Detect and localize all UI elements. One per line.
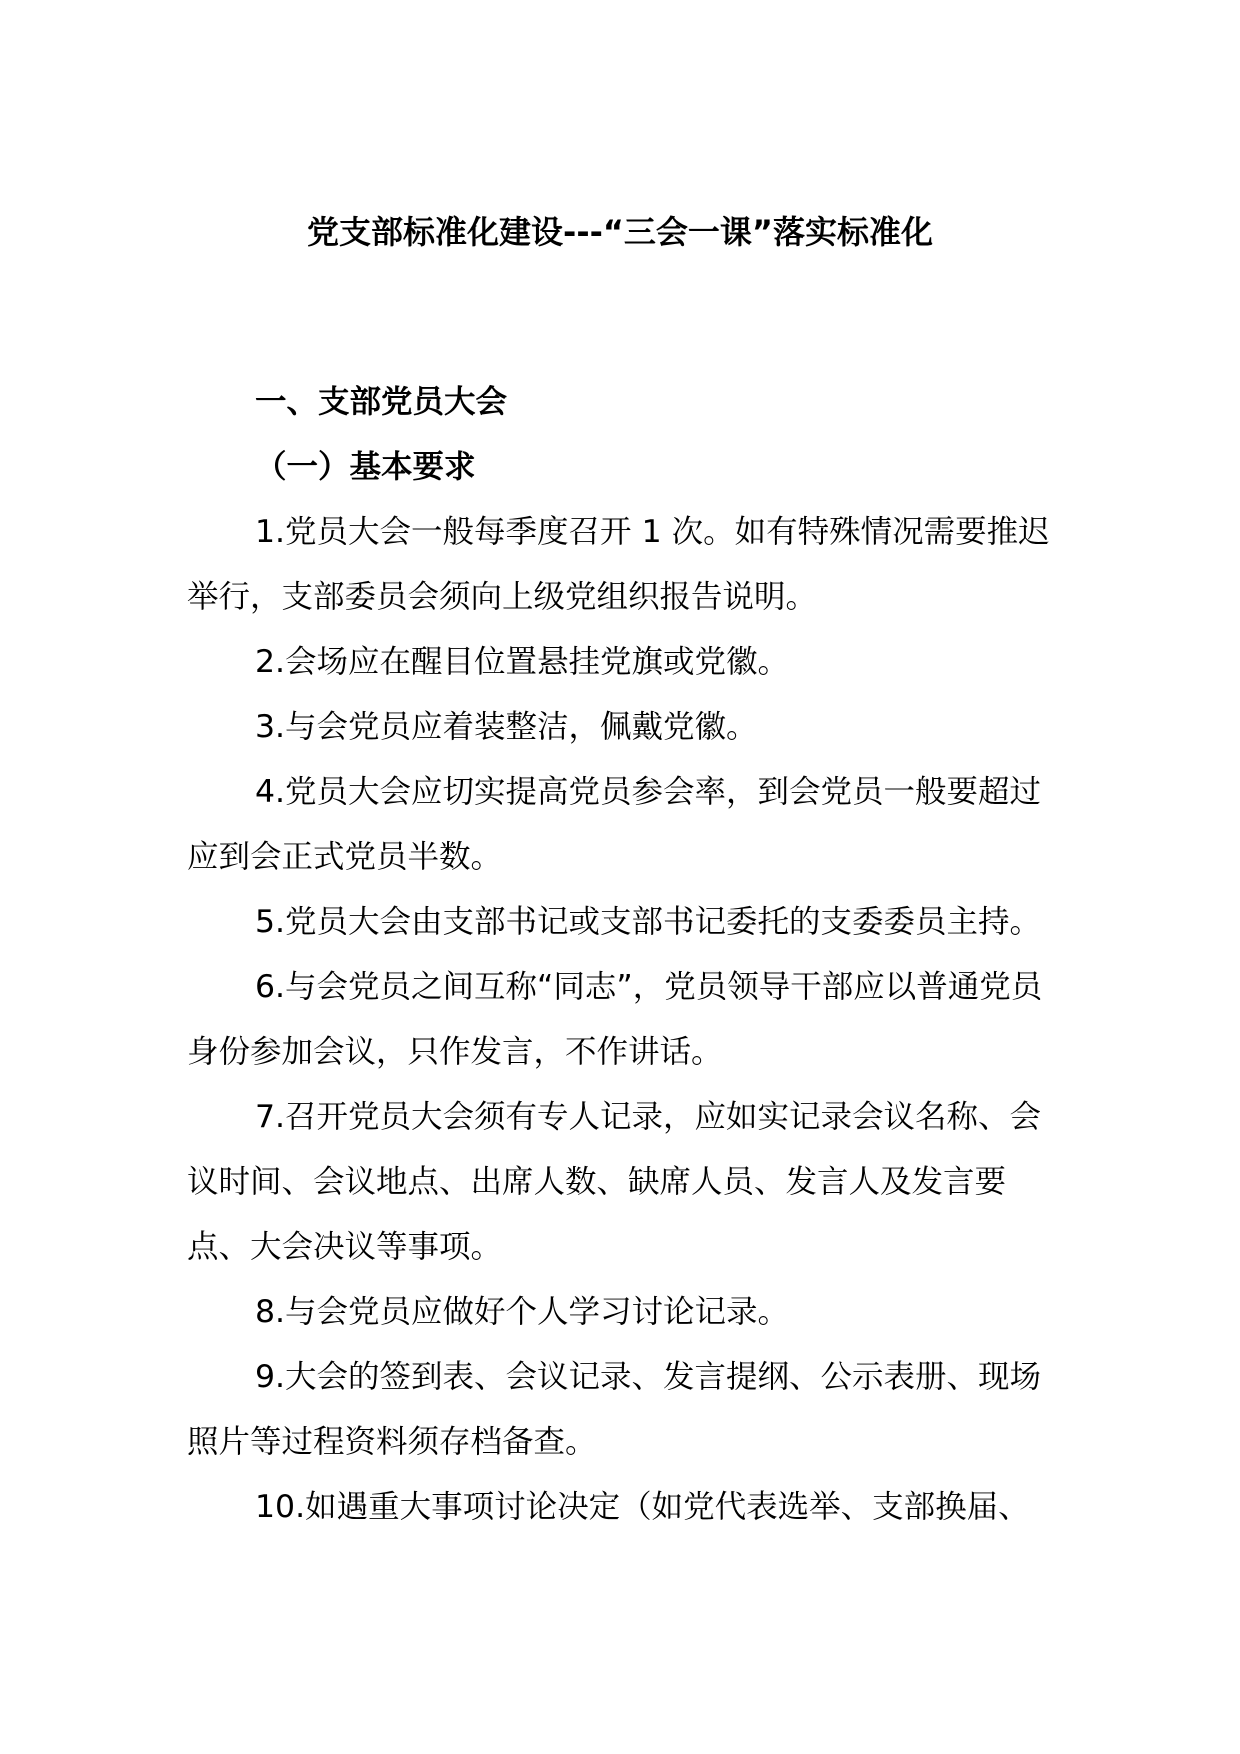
- paragraph-3: 3.与会党员应着装整洁，佩戴党徽。: [255, 709, 758, 745]
- paragraph-4: 4.党员大会应切实提高党员参会率，到会党员一般要超过应到会正式党员半数。: [187, 774, 1042, 875]
- subsection-heading: （一）基本要求: [255, 449, 476, 485]
- document-title: 党支部标准化建设---“三会一课”落实标准化: [307, 213, 933, 251]
- document-body: [187, 370, 1057, 1540]
- paragraph-2: 2.会场应在醒目位置悬挂党旗或党徽。: [255, 644, 790, 680]
- paragraph-7: 7.召开党员大会须有专人记录，应如实记录会议名称、会议时间、会议地点、出席人数、缺席人员、发言人及发言要点、大会决议等事项。: [187, 1099, 1042, 1265]
- section-heading: 一、支部党员大会: [255, 384, 508, 420]
- paragraph-9: 9.大会的签到表、会议记录、发言提纲、公示表册、现场照片等过程资料须存档备查。: [187, 1359, 1042, 1460]
- paragraph-5: 5.党员大会由支部书记或支部书记委托的支委委员主持。: [255, 904, 1042, 940]
- paragraph-1: 1.党员大会一般每季度召开 1 次。如有特殊情况需要推迟举行，支部委员会须向上级党组织报告说明。: [187, 514, 1050, 615]
- paragraph-6: 6.与会党员之间互称“同志”，党员领导干部应以普通党员身份参加会议，只作发言，不作讲话。: [187, 969, 1043, 1070]
- paragraph-8: 8.与会党员应做好个人学习讨论记录。: [255, 1294, 790, 1330]
- paragraph-10: 10.如遇重大事项讨论决定（如党代表选举、支部换届、: [255, 1489, 1030, 1525]
